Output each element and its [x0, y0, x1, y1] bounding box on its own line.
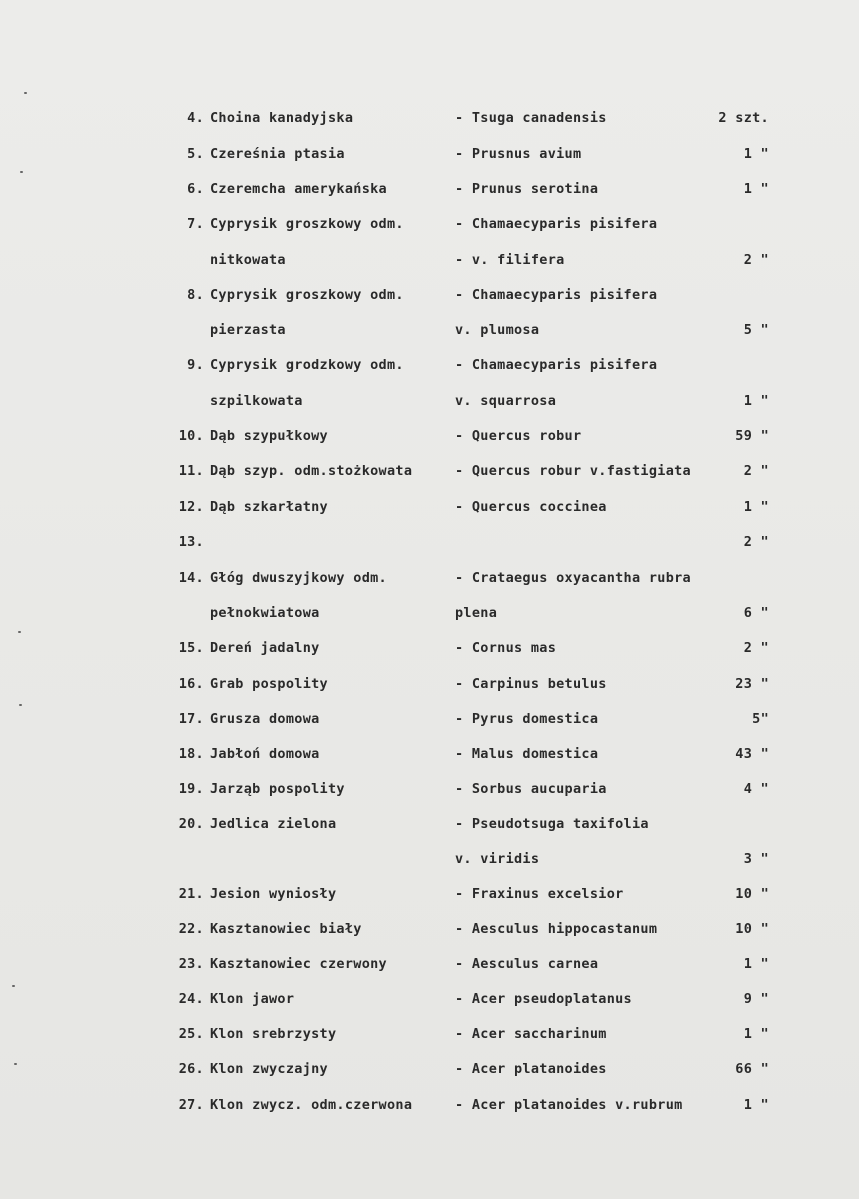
quantity: 1 ": [743, 956, 769, 972]
polish-name: Jesion wyniosły: [210, 886, 337, 902]
entry-row: [0, 743, 859, 765]
entry-row: [0, 354, 859, 376]
quantity: 9 ": [743, 991, 769, 1007]
entry-row: [0, 1023, 859, 1045]
entry-number: 17.: [178, 711, 204, 727]
latin-name: - Aesculus carnea: [455, 956, 599, 972]
entry-number: 14.: [178, 570, 204, 586]
quantity: 4 ": [743, 781, 769, 797]
polish-name: Dąb szkarłatny: [210, 499, 328, 515]
polish-name: Czereśnia ptasia: [210, 146, 345, 162]
entry-number: 26.: [178, 1061, 204, 1077]
quantity: 6 ": [743, 605, 769, 621]
polish-name: Klon zwyczajny: [210, 1061, 328, 1077]
entry-number: 22.: [178, 921, 204, 937]
latin-name: - Malus domestica: [455, 746, 599, 762]
quantity: 1 ": [743, 393, 769, 409]
latin-name: v. plumosa: [455, 322, 540, 338]
polish-name: Czeremcha amerykańska: [210, 181, 387, 197]
quantity: 43 ": [735, 746, 769, 762]
entry-number: 15.: [178, 640, 204, 656]
entry-number: 27.: [178, 1097, 204, 1113]
quantity: 23 ": [735, 676, 769, 692]
latin-name: - Quercus coccinea: [455, 499, 607, 515]
entry-number: 7.: [187, 216, 204, 232]
latin-name: v. viridis: [455, 851, 540, 867]
quantity: 2 ": [743, 463, 769, 479]
latin-name: - Carpinus betulus: [455, 676, 607, 692]
polish-name: Jedlica zielona: [210, 816, 337, 832]
entry-number: 13.: [178, 534, 204, 550]
latin-name: - Chamaecyparis pisifera: [455, 216, 658, 232]
entry-row: [0, 1094, 859, 1116]
polish-name: Dąb szyp. odm.stożkowata: [210, 463, 413, 479]
entry-row: [0, 567, 859, 589]
entry-number: 23.: [178, 956, 204, 972]
latin-name: - Acer pseudoplatanus: [455, 991, 632, 1007]
polish-name: Grusza domowa: [210, 711, 320, 727]
entry-row: [0, 918, 859, 940]
entry-row: [0, 708, 859, 730]
polish-name: Kasztanowiec czerwony: [210, 956, 387, 972]
entry-row: [0, 848, 859, 870]
quantity: 2 ": [743, 252, 769, 268]
latin-name: - Prusnus avium: [455, 146, 582, 162]
entry-row: [0, 460, 859, 482]
polish-name: Klon srebrzysty: [210, 1026, 337, 1042]
quantity: 3 ": [743, 851, 769, 867]
entry-row: [0, 213, 859, 235]
quantity: 10 ": [735, 921, 769, 937]
entry-row: [0, 249, 859, 271]
entry-row: [0, 813, 859, 835]
polish-name: pełnokwiatowa: [210, 605, 320, 621]
latin-name: plena: [455, 605, 498, 621]
entry-number: 8.: [187, 287, 204, 303]
latin-name: - Aesculus hippocastanum: [455, 921, 658, 937]
entry-number: 20.: [178, 816, 204, 832]
latin-name: - Cornus mas: [455, 640, 557, 656]
entry-number: 25.: [178, 1026, 204, 1042]
quantity: 1 ": [743, 146, 769, 162]
polish-name: nitkowata: [210, 252, 286, 268]
polish-name: Dereń jadalny: [210, 640, 320, 656]
polish-name: Choina kanadyjska: [210, 110, 354, 126]
entry-row: [0, 637, 859, 659]
polish-name: Cyprysik groszkowy odm.: [210, 216, 404, 232]
entry-number: 11.: [178, 463, 204, 479]
entry-row: [0, 390, 859, 412]
entry-row: [0, 988, 859, 1010]
quantity: 59 ": [735, 428, 769, 444]
entry-row: [0, 1058, 859, 1080]
entry-row: [0, 107, 859, 129]
entry-row: [0, 953, 859, 975]
entry-row: [0, 673, 859, 695]
margin-mark: [14, 1063, 17, 1065]
entry-row: [0, 531, 859, 553]
latin-name: - Acer saccharinum: [455, 1026, 607, 1042]
margin-mark: [24, 92, 27, 94]
entry-row: [0, 496, 859, 518]
polish-name: Cyprysik groszkowy odm.: [210, 287, 404, 303]
quantity: 66 ": [735, 1061, 769, 1077]
entry-row: [0, 319, 859, 341]
polish-name: Klon zwycz. odm.czerwona: [210, 1097, 413, 1113]
margin-mark: [18, 631, 21, 633]
latin-name: - Pyrus domestica: [455, 711, 599, 727]
latin-name: - Quercus robur: [455, 428, 582, 444]
entry-number: 21.: [178, 886, 204, 902]
latin-name: - Acer platanoides v.rubrum: [455, 1097, 683, 1113]
latin-name: - Fraxinus excelsior: [455, 886, 624, 902]
entry-number: 6.: [187, 181, 204, 197]
quantity: 5 ": [743, 322, 769, 338]
polish-name: Klon jawor: [210, 991, 295, 1007]
entry-number: 5.: [187, 146, 204, 162]
polish-name: Dąb szypułkowy: [210, 428, 328, 444]
entry-number: 18.: [178, 746, 204, 762]
quantity: 2 ": [743, 534, 769, 550]
latin-name: - Pseudotsuga taxifolia: [455, 816, 649, 832]
latin-name: - Quercus robur v.fastigiata: [455, 463, 691, 479]
latin-name: - Acer platanoides: [455, 1061, 607, 1077]
margin-mark: [19, 704, 22, 706]
entry-number: 24.: [178, 991, 204, 1007]
polish-name: Cyprysik grodzkowy odm.: [210, 357, 404, 373]
polish-name: Grab pospolity: [210, 676, 328, 692]
quantity: 2 ": [743, 640, 769, 656]
entry-number: 4.: [187, 110, 204, 126]
margin-mark: [20, 171, 23, 173]
polish-name: Kasztanowiec biały: [210, 921, 362, 937]
entry-row: [0, 778, 859, 800]
polish-name: pierzasta: [210, 322, 286, 338]
latin-name: - Chamaecyparis pisifera: [455, 357, 658, 373]
entry-row: [0, 883, 859, 905]
latin-name: - Chamaecyparis pisifera: [455, 287, 658, 303]
entry-number: 10.: [178, 428, 204, 444]
polish-name: Jarząb pospolity: [210, 781, 345, 797]
entry-number: 16.: [178, 676, 204, 692]
entry-row: [0, 602, 859, 624]
entry-row: [0, 284, 859, 306]
latin-name: - v. filifera: [455, 252, 565, 268]
latin-name: - Sorbus aucuparia: [455, 781, 607, 797]
latin-name: v. squarrosa: [455, 393, 557, 409]
quantity: 5": [752, 711, 769, 727]
latin-name: - Prunus serotina: [455, 181, 599, 197]
polish-name: Jabłoń domowa: [210, 746, 320, 762]
quantity: 1 ": [743, 1026, 769, 1042]
quantity: 2 szt.: [718, 110, 769, 126]
polish-name: szpilkowata: [210, 393, 303, 409]
entry-row: [0, 425, 859, 447]
entry-number: 19.: [178, 781, 204, 797]
entry-number: 12.: [178, 499, 204, 515]
entry-row: [0, 143, 859, 165]
quantity: 10 ": [735, 886, 769, 902]
latin-name: - Crataegus oxyacantha rubra: [455, 570, 691, 586]
margin-mark: [12, 985, 15, 987]
quantity: 1 ": [743, 499, 769, 515]
entry-row: [0, 178, 859, 200]
quantity: 1 ": [743, 181, 769, 197]
latin-name: - Tsuga canadensis: [455, 110, 607, 126]
entry-number: 9.: [187, 357, 204, 373]
quantity: 1 ": [743, 1097, 769, 1113]
polish-name: Głóg dwuszyjkowy odm.: [210, 570, 387, 586]
